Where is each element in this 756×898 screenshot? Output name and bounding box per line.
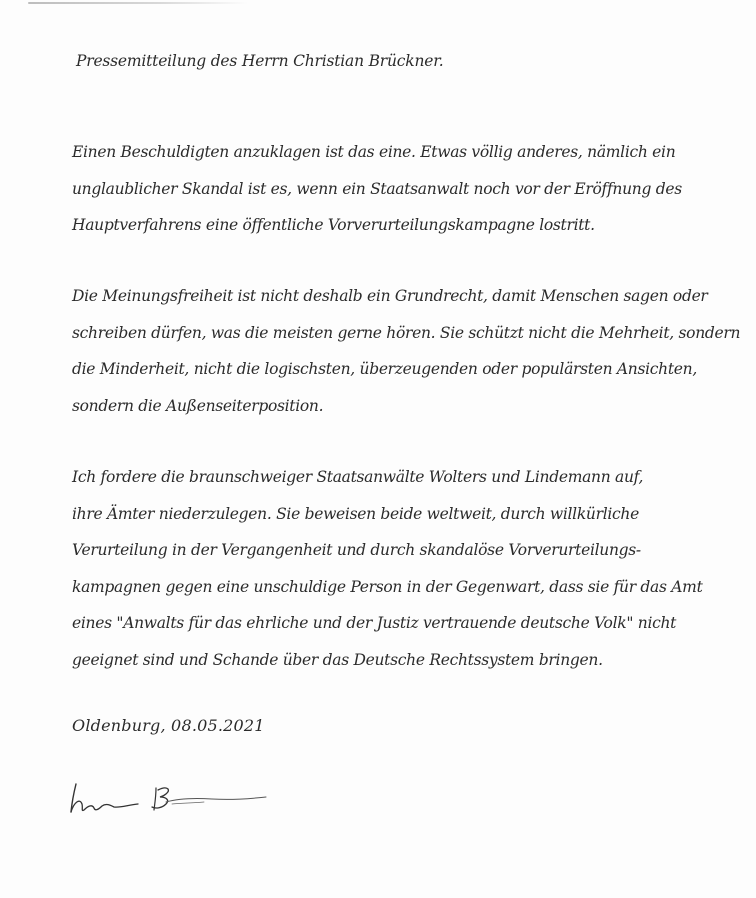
text-line: Ich fordere die braunschweiger Staatsanwälte Wolters und Lindemann auf, (72, 468, 644, 486)
paragraph-3 (72, 466, 712, 685)
text-line: geeignet sind und Schande über das Deutsche Rechtssystem bringen. (72, 650, 603, 669)
text-line: Hauptverfahrens eine öffentliche Vorverurteilungskampagne lostritt. (72, 216, 595, 234)
handwritten-signature (62, 772, 272, 822)
text-line: eines "Anwalts für das ehrliche und der Justiz vertrauende deutsche Volk" nicht (72, 614, 677, 632)
text-line: unglaublicher Skandal ist es, wenn ein Staatsanwalt noch vor der Eröffnung des (72, 179, 682, 198)
place-and-date: Oldenburg, 08.05.2021 (72, 716, 265, 735)
paragraph-2 (72, 285, 741, 431)
text-line: kampagnen gegen eine unschuldige Person in der Gegenwart, dass sie für das Amt (72, 577, 703, 596)
top-edge-line (28, 2, 248, 4)
text-line: schreiben dürfen, was die meisten gerne hören. Sie schützt nicht die Mehrheit, sondern (72, 323, 741, 342)
text-line: Verurteilung in der Vergangenheit und durch skandalöse Vorverurteilungs- (72, 541, 641, 559)
text-line: sondern die Außenseiterposition. (72, 396, 324, 415)
text-line: Einen Beschuldigten anzuklagen ist das eine. Etwas völlig anderes, nämlich ein (72, 143, 676, 161)
text-line: ihre Ämter niederzulegen. Sie beweisen beide weltweit, durch willkürliche (72, 504, 639, 523)
text-line: Die Meinungsfreiheit ist nicht deshalb ein Grundrecht, damit Menschen sagen oder (72, 287, 708, 305)
paragraph-1 (72, 141, 712, 251)
text-line: die Minderheit, nicht die logischsten, überzeugenden oder populärsten Ansichten, (72, 360, 697, 378)
letter-heading: Pressemitteilung des Herrn Christian Brückner. (76, 52, 444, 70)
